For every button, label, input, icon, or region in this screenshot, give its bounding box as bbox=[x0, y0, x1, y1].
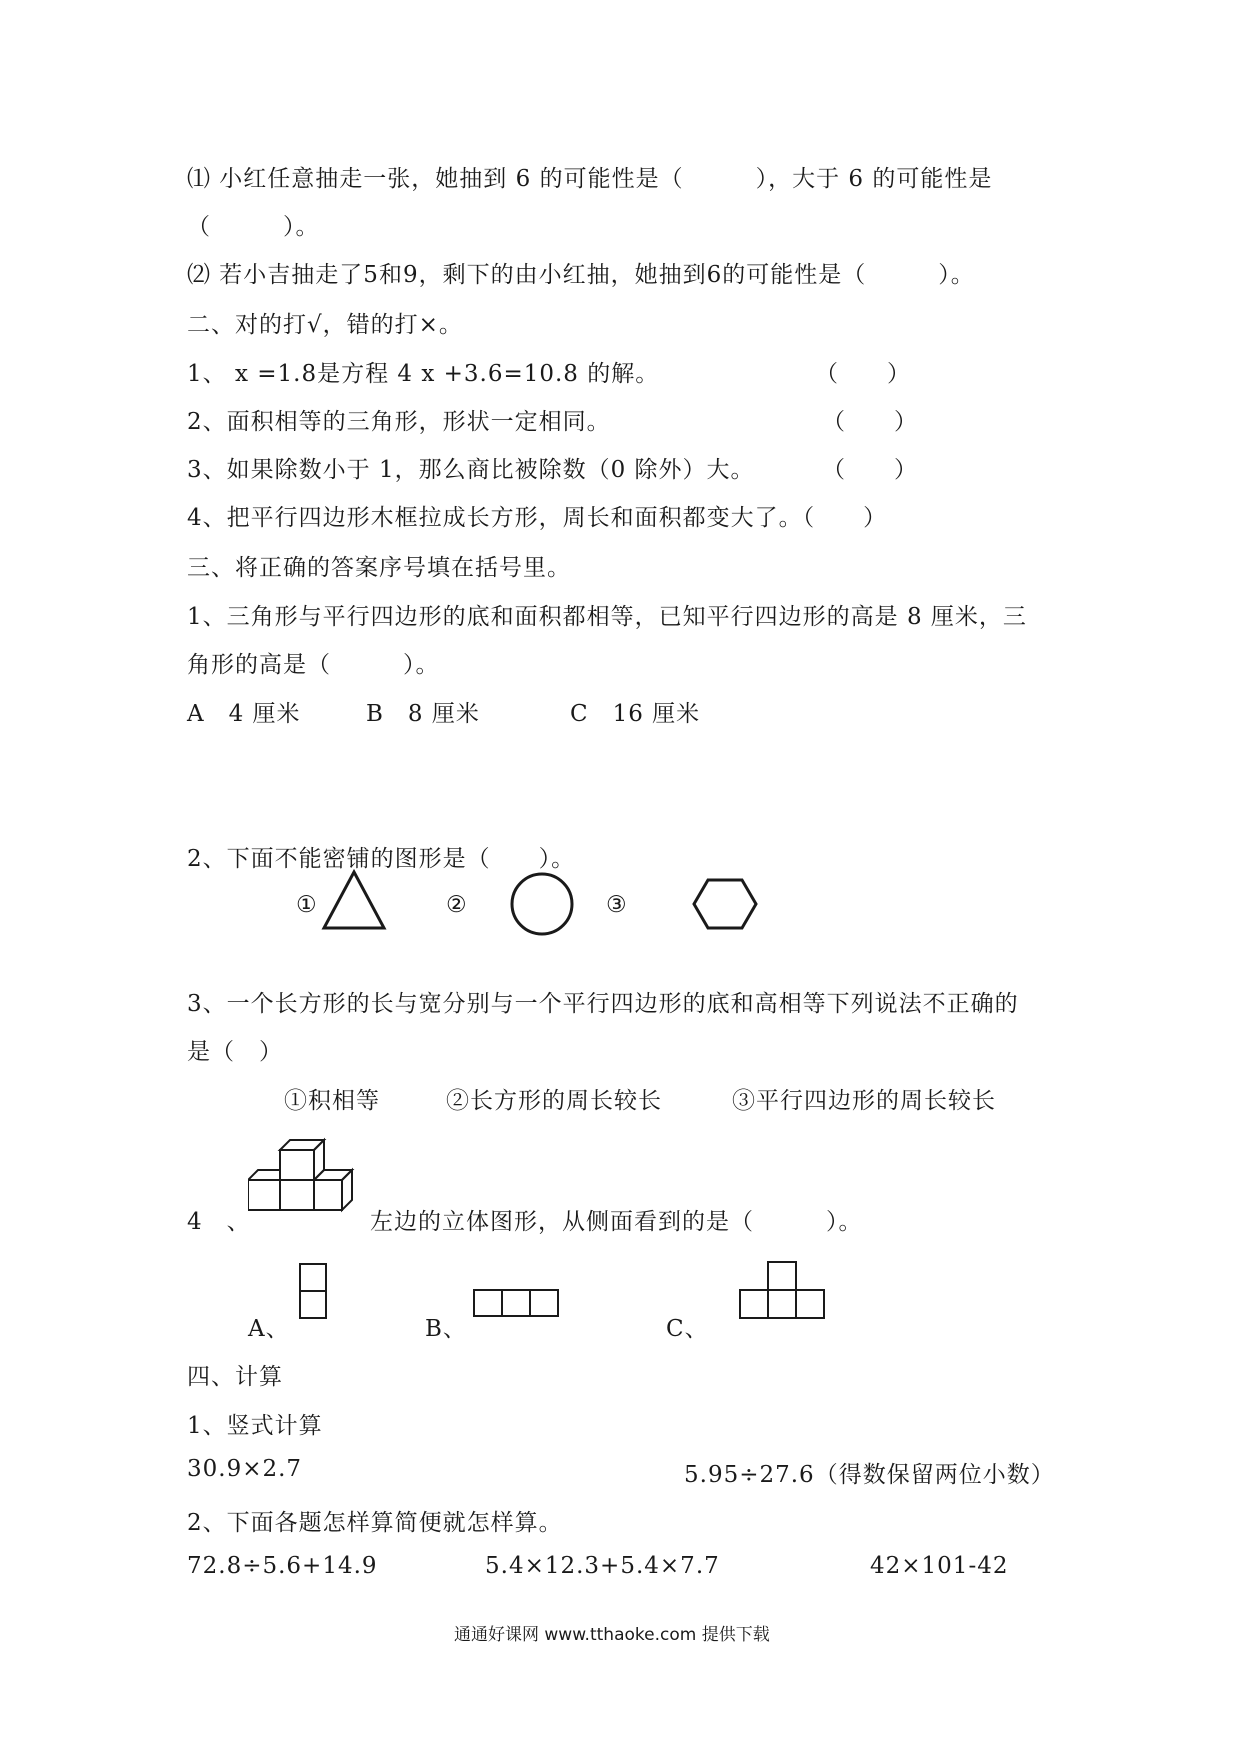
mc-q1-option-a: A 4 厘米 bbox=[187, 701, 301, 727]
tf-item-4: 4、把平行四边形木框拉成长方形，周长和面积都变大了。（ ） bbox=[187, 505, 888, 531]
mc-q2-mark-2: ② bbox=[446, 892, 468, 918]
mc-q3-option-2: ②长方形的周长较长 bbox=[446, 1088, 662, 1114]
two-square-column-icon bbox=[298, 1262, 330, 1322]
mc-q4-text: 左边的立体图形，从侧面看到的是（ ）。 bbox=[370, 1209, 863, 1235]
footer-credit: 通通好课网 www.tthaoke.com 提供下载 bbox=[454, 1625, 770, 1645]
mc-q4-option-c: C、 bbox=[666, 1316, 709, 1342]
mc-q4-option-a: A、 bbox=[248, 1316, 290, 1342]
triangle-icon bbox=[320, 868, 388, 932]
probability-q1-line1: ⑴ 小红任意抽走一张，她抽到 6 的可能性是（ ），大于 6 的可能性是 bbox=[187, 166, 993, 192]
calc-sub1: 1、竖式计算 bbox=[187, 1413, 323, 1439]
calc1-item-2: 5.95÷27.6（得数保留两位小数） bbox=[684, 1462, 1055, 1488]
mc-q4-prefix: 4 、 bbox=[187, 1209, 251, 1235]
mc-q2-mark-1: ① bbox=[296, 892, 318, 918]
mc-q2-mark-3: ③ bbox=[606, 892, 628, 918]
probability-q1-line2: （ ）。 bbox=[187, 214, 320, 240]
calc-sub2: 2、下面各题怎样算简便就怎样算。 bbox=[187, 1510, 563, 1536]
probability-q2: ⑵ 若小吉抽走了5和9，剩下的由小红抽，她抽到6的可能性是（ ）。 bbox=[187, 262, 975, 288]
calc1-item-1: 30.9×2.7 bbox=[187, 1456, 303, 1482]
mc-q3-line2: 是（ ） bbox=[187, 1039, 283, 1065]
mc-q4-option-b: B、 bbox=[425, 1316, 467, 1342]
mc-q3-option-1: ①积相等 bbox=[284, 1088, 380, 1114]
mc-q1-option-b: B 8 厘米 bbox=[366, 701, 480, 727]
mc-q3-line1: 3、一个长方形的长与宽分别与一个平行四边形的底和高相等下列说法不正确的 bbox=[187, 991, 1019, 1017]
three-square-row-icon bbox=[472, 1288, 560, 1320]
mc-q1-line2: 角形的高是（ ）。 bbox=[187, 652, 440, 678]
tf-item-2-blank: （ ） bbox=[822, 409, 918, 435]
tf-item-2: 2、面积相等的三角形，形状一定相同。 bbox=[187, 409, 611, 435]
mc-q2: 2、下面不能密铺的图形是（ ）。 bbox=[187, 846, 576, 872]
mc-q3-option-3: ③平行四边形的周长较长 bbox=[732, 1088, 996, 1114]
cube-stack-icon bbox=[248, 1136, 360, 1220]
tf-item-1-blank: （ ） bbox=[815, 361, 911, 387]
hexagon-icon bbox=[690, 876, 760, 932]
mc-q1-line1: 1、三角形与平行四边形的底和面积都相等，已知平行四边形的高是 8 厘米，三 bbox=[187, 604, 1027, 630]
calc2-item-3: 42×101-42 bbox=[870, 1553, 1009, 1579]
section-3-heading: 三、将正确的答案序号填在括号里。 bbox=[187, 555, 571, 581]
section-4-heading: 四、计算 bbox=[187, 1364, 283, 1390]
tf-item-1: 1、 x =1.8是方程 4 x +3.6=10.8 的解。 bbox=[187, 361, 660, 387]
t-shape-squares-icon bbox=[738, 1260, 826, 1322]
calc2-item-2: 5.4×12.3+5.4×7.7 bbox=[485, 1553, 720, 1579]
mc-q1-option-c: C 16 厘米 bbox=[570, 701, 701, 727]
tf-item-3: 3、如果除数小于 1，那么商比被除数（0 除外）大。 bbox=[187, 457, 755, 483]
calc2-item-1: 72.8÷5.6+14.9 bbox=[187, 1553, 378, 1579]
section-2-heading: 二、对的打√，错的打×。 bbox=[187, 312, 463, 338]
circle-icon bbox=[508, 870, 576, 938]
tf-item-3-blank: （ ） bbox=[822, 457, 918, 483]
